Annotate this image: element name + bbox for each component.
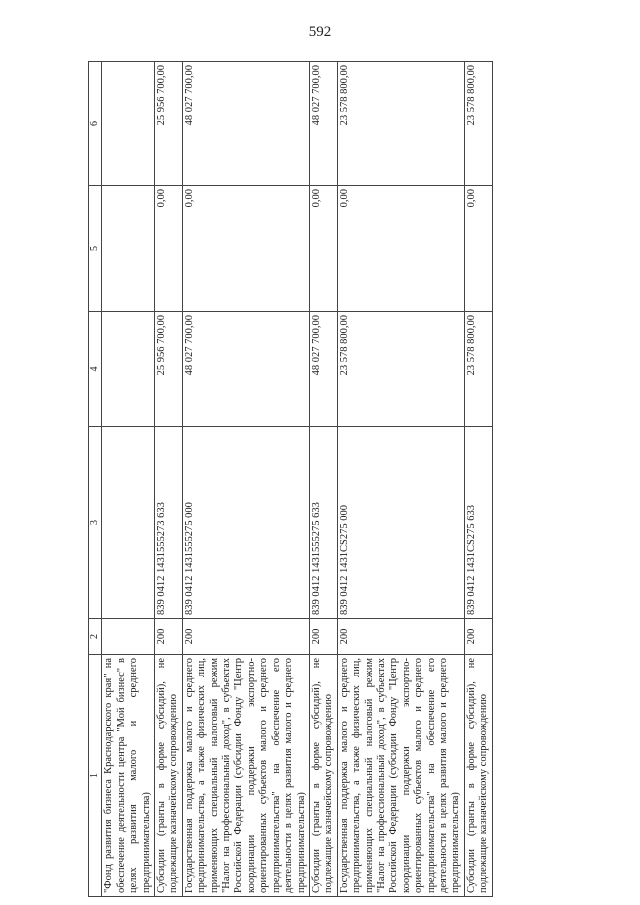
- row-grbs-cell: 200: [182, 619, 309, 655]
- row-grbs-cell: 200: [464, 619, 492, 655]
- row-col5-cell: 0,00: [155, 186, 183, 312]
- row-col5-cell: 0,00: [182, 186, 309, 312]
- row-col4-cell: [102, 312, 155, 427]
- row-grbs-cell: [102, 619, 155, 655]
- row-col4-cell: 48 027 700,00: [182, 312, 309, 427]
- header-cell: 5: [89, 186, 102, 312]
- row-col6-cell: 25 956 700,00: [155, 62, 183, 186]
- rotated-table-wrapper: [88, 62, 595, 897]
- table-row: [337, 62, 464, 897]
- row-code-cell: 839 0412 1431555275 633: [309, 427, 337, 619]
- rotated-table-area: [88, 62, 595, 897]
- row-code-cell: 839 0412 1431СS275 633: [464, 427, 492, 619]
- row-col5-cell: 0,00: [464, 186, 492, 312]
- row-col6-cell: 23 578 800,00: [464, 62, 492, 186]
- row-col4-cell: 48 027 700,00: [309, 312, 337, 427]
- row-col6-cell: 23 578 800,00: [337, 62, 464, 186]
- row-code-cell: 839 0412 1431555275 000: [182, 427, 309, 619]
- row-name-cell: Государственная поддержка малого и среднего предпринимательства, а также физических лиц, применяющих специальный налоговый режим "Налог на профессиональный доход", в субъектах Российской Федерации (субсидии Фонду "Центр координации поддержки экспортно-ориентированных субъектов малого и среднего предпринимательства" на обеспечение его деятельности в целях развития малого и среднего предпринимательства): [337, 655, 464, 897]
- header-cell: 2: [89, 619, 102, 655]
- table-row: [309, 62, 337, 897]
- row-col5-cell: 0,00: [337, 186, 464, 312]
- row-col4-cell: 23 578 800,00: [337, 312, 464, 427]
- row-col5-cell: 0,00: [309, 186, 337, 312]
- table-row: [155, 62, 183, 897]
- row-name-cell: Субсидии (гранты в форме субсидий), не подлежащие казначейскому сопровождению: [464, 655, 492, 897]
- header-cell: 1: [89, 655, 102, 897]
- row-grbs-cell: 200: [309, 619, 337, 655]
- row-name-cell: Субсидии (гранты в форме субсидий), не подлежащие казначейскому сопровождению: [155, 655, 183, 897]
- row-col4-cell: 23 578 800,00: [464, 312, 492, 427]
- table-row: [102, 62, 155, 897]
- row-grbs-cell: 200: [337, 619, 464, 655]
- header-cell: 3: [89, 427, 102, 619]
- table-row: [464, 62, 492, 897]
- row-name-cell: Государственная поддержка малого и среднего предпринимательства, а также физических лиц, применяющих специальный налоговый режим "Налог на профессиональный доход", в субъектах Российской Федерации (субсидии Фонду "Центр координации поддержки экспортно-ориентированных субъектов малого и среднего предпринимательства" на обеспечение его деятельности в целях развития малого и среднего предпринимательства): [182, 655, 309, 897]
- budget-table: [88, 61, 493, 897]
- header-cell: 6: [89, 62, 102, 186]
- row-code-cell: 839 0412 1431555273 633: [155, 427, 183, 619]
- row-col5-cell: [102, 186, 155, 312]
- row-code-cell: [102, 427, 155, 619]
- row-grbs-cell: 200: [155, 619, 183, 655]
- header-row: [89, 62, 102, 897]
- row-col6-cell: 48 027 700,00: [182, 62, 309, 186]
- row-name-cell: "Фонд развития бизнеса Краснодарского края" на обеспечение деятельности центра "Мой бизнес" в целях развития малого и среднего предпринимательства): [102, 655, 155, 897]
- row-col6-cell: [102, 62, 155, 186]
- row-code-cell: 839 0412 1431СS275 000: [337, 427, 464, 619]
- row-col6-cell: 48 027 700,00: [309, 62, 337, 186]
- table-row: [182, 62, 309, 897]
- page-number: 592: [308, 24, 332, 40]
- header-cell: 4: [89, 312, 102, 427]
- row-name-cell: Субсидии (гранты в форме субсидий), не подлежащие казначейскому сопровождению: [309, 655, 337, 897]
- row-col4-cell: 25 956 700,00: [155, 312, 183, 427]
